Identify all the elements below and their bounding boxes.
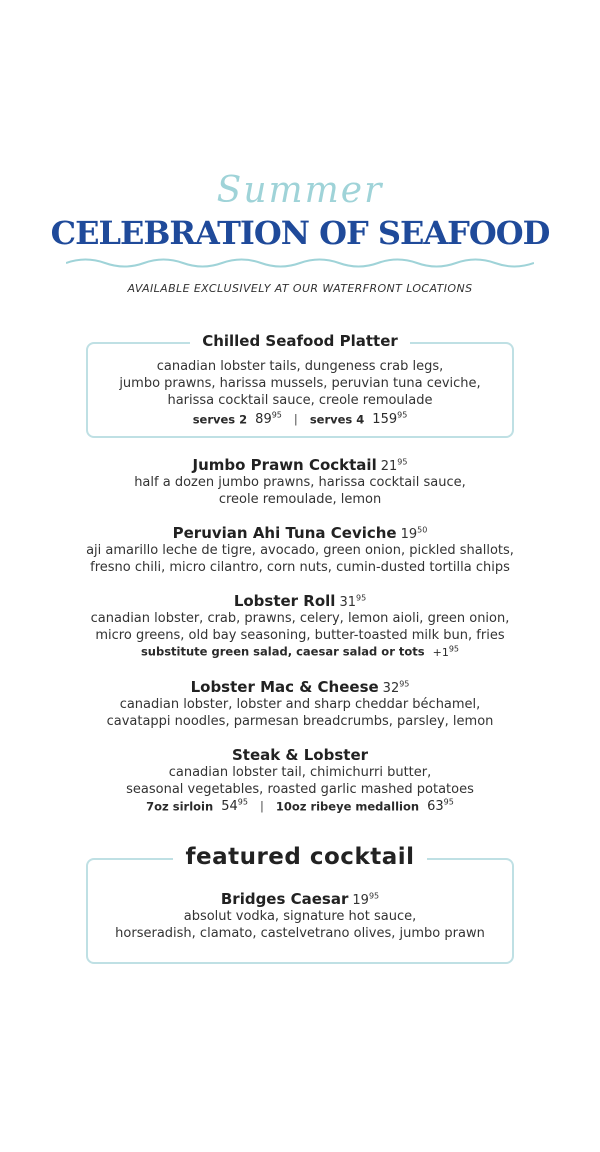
item-desc: canadian lobster tail, chimichurri butter, bbox=[168, 765, 432, 780]
platter-box bbox=[86, 332, 514, 438]
menu-item bbox=[0, 524, 600, 576]
cocktail-price-cents: 95 bbox=[368, 891, 380, 901]
cocktail-name: Bridges Caesar bbox=[220, 890, 349, 908]
platter-desc-1: canadian lobster tails, dungeness crab legs, bbox=[156, 359, 444, 374]
menu-header bbox=[0, 160, 600, 280]
item-option-cents: 95 bbox=[443, 798, 454, 807]
item-price: 19 bbox=[400, 527, 418, 542]
item-price: 21 bbox=[380, 459, 398, 474]
item-option-price: 63 bbox=[427, 799, 444, 815]
item-option-label: 10oz ribeye medallion bbox=[275, 799, 420, 814]
platter-option-label: serves 2 bbox=[192, 412, 248, 427]
item-note-price: +1 bbox=[432, 645, 449, 659]
menu-item bbox=[0, 456, 600, 508]
item-desc: cavatappi noodles, parmesan breadcrumbs, parsley, lemon bbox=[106, 714, 494, 729]
platter-option-cents: 95 bbox=[271, 411, 282, 420]
platter-name: Chilled Seafood Platter bbox=[190, 332, 410, 350]
cocktail-price: 19 bbox=[352, 893, 369, 908]
item-desc: canadian lobster, crab, prawns, celery, lemon aioli, green onion, bbox=[90, 611, 510, 626]
item-desc: fresno chili, micro cilantro, corn nuts, cumin-dusted tortilla chips bbox=[90, 560, 510, 575]
menu-item bbox=[0, 678, 600, 730]
item-price-cents: 95 bbox=[399, 679, 410, 689]
item-name: Jumbo Prawn Cocktail bbox=[192, 456, 377, 474]
item-name: Lobster Mac & Cheese bbox=[190, 678, 379, 696]
item-note bbox=[0, 644, 600, 659]
script-heading: Summer bbox=[216, 170, 384, 211]
cocktail-desc: horseradish, clamato, castelvetrano olives, jumbo prawn bbox=[115, 926, 485, 941]
item-options bbox=[0, 798, 600, 814]
item-price-cents: 95 bbox=[356, 593, 367, 603]
menu-item bbox=[0, 746, 600, 814]
item-note-cents: 95 bbox=[448, 644, 460, 653]
item-name: Steak & Lobster bbox=[231, 746, 369, 764]
cocktail-section-title: featured cocktail bbox=[173, 844, 426, 870]
item-price-cents: 50 bbox=[417, 525, 428, 535]
item-desc: creole remoulade, lemon bbox=[218, 492, 382, 507]
item-desc: aji amarillo leche de tigre, avocado, green onion, pickled shallots, bbox=[86, 543, 514, 558]
platter-option-cents: 95 bbox=[397, 411, 408, 420]
item-desc: canadian lobster, lobster and sharp cheddar béchamel, bbox=[119, 697, 481, 712]
item-price: 32 bbox=[382, 681, 400, 696]
item-desc: micro greens, old bay seasoning, butter-toasted milk bun, fries bbox=[95, 628, 505, 643]
item-option-cents: 95 bbox=[237, 798, 248, 807]
cocktail-desc: absolut vodka, signature hot sauce, bbox=[183, 909, 417, 924]
item-price-cents: 95 bbox=[397, 457, 408, 467]
item-option-price: 54 bbox=[221, 799, 238, 815]
platter-option-price: 159 bbox=[372, 412, 398, 428]
item-desc: half a dozen jumbo prawns, harissa cocktail sauce, bbox=[134, 475, 466, 490]
tagline: AVAILABLE EXCLUSIVELY AT OUR WATERFRONT LOCATIONS bbox=[127, 282, 473, 295]
item-note-text: substitute green salad, caesar salad or tots bbox=[140, 644, 425, 659]
separator: | bbox=[259, 799, 264, 814]
platter-desc-2: jumbo prawns, harissa mussels, peruvian tuna ceviche, bbox=[119, 376, 481, 391]
item-price: 31 bbox=[339, 595, 356, 610]
separator: | bbox=[293, 412, 298, 427]
item-desc: seasonal vegetables, roasted garlic mashed potatoes bbox=[126, 782, 474, 797]
menu-item bbox=[0, 592, 600, 659]
platter-desc-3: harissa cocktail sauce, creole remoulade bbox=[167, 393, 433, 408]
wave-divider bbox=[66, 256, 534, 270]
page-title: CELEBRATION OF SEAFOOD bbox=[50, 214, 550, 252]
item-name: Lobster Roll bbox=[233, 592, 336, 610]
platter-option-label: serves 4 bbox=[309, 412, 365, 427]
platter-options bbox=[88, 411, 512, 427]
platter-option-price: 89 bbox=[255, 412, 272, 428]
cocktail-box bbox=[86, 844, 514, 964]
item-option-label: 7oz sirloin bbox=[146, 799, 214, 814]
item-name: Peruvian Ahi Tuna Ceviche bbox=[172, 524, 397, 542]
